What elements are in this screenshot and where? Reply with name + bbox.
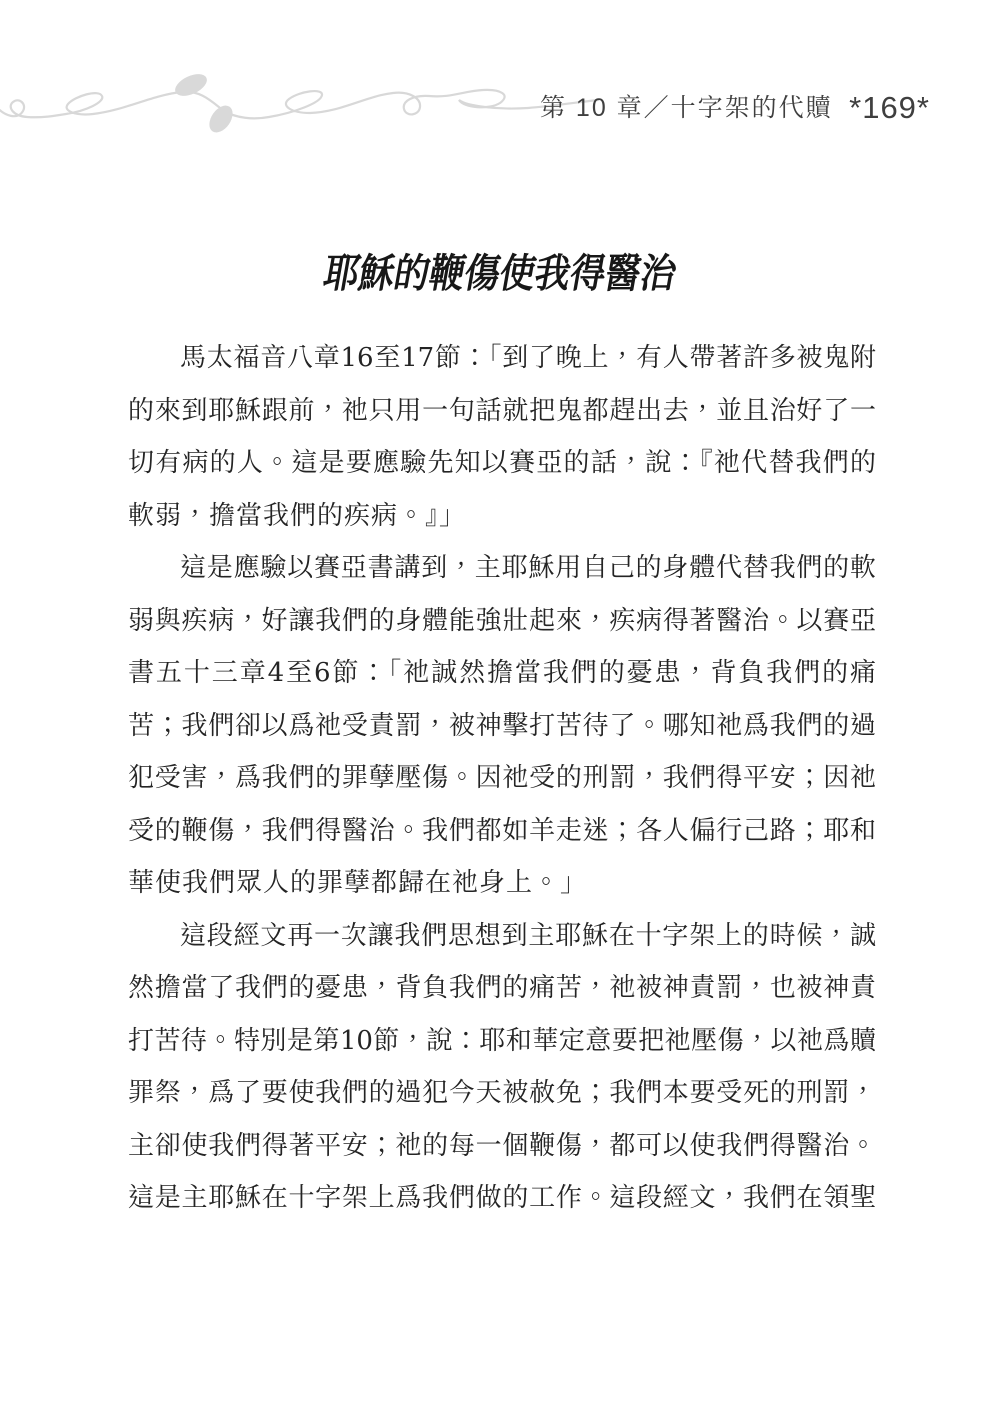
paragraph [128, 542, 876, 910]
vine-flourish-icon [0, 72, 600, 146]
text-line: 這是主耶穌在十字架上爲我們做的工作。這段經文，我們在領聖 [128, 1183, 876, 1213]
text-line: 這段經文再一次讓我們思想到主耶穌在十字架上的時候，誠 [180, 920, 876, 951]
text-line: 弱與疾病，好讓我們的身體能強壯起來，疾病得著醫治。以賽亞 [128, 605, 876, 636]
text-line: 苦；我們卻以爲祂受責罰，被神擊打苦待了。哪知祂爲我們的過 [128, 710, 876, 741]
chapter-label: 第 10 章／十字架的代贖 [539, 94, 833, 122]
text-line: 受的鞭傷，我們得醫治。我們都如羊走迷；各人偏行己路；耶和 [128, 815, 876, 846]
text-line: 主卻使我們得著平安；祂的每一個鞭傷，都可以使我們得醫治。 [128, 1130, 876, 1161]
page-number: *169* [849, 90, 930, 125]
text-line: 軟弱，擔當我們的疾病。』」 [128, 500, 467, 531]
paragraph [128, 910, 876, 1225]
text-line: 的來到耶穌跟前，祂只用一句話就把鬼都趕出去，並且治好了一 [128, 395, 876, 426]
paragraph [128, 332, 876, 542]
text-line: 華使我們眾人的罪孽都歸在祂身上。」 [128, 868, 588, 898]
text-line: 罪祭，爲了要使我們的過犯今天被赦免；我們本要受死的刑罰， [128, 1078, 876, 1108]
text-line: 馬太福音八章16至17節：「到了晚上，有人帶著許多被鬼附 [180, 343, 876, 373]
text-line: 犯受害，爲我們的罪孽壓傷。因祂受的刑罰，我們得平安；因祂 [128, 763, 876, 793]
running-head [540, 88, 930, 126]
text-line: 切有病的人。這是要應驗先知以賽亞的話，說：『祂代替我們的 [128, 448, 876, 478]
text-line: 打苦待。特別是第10節，說：耶和華定意要把祂壓傷，以祂爲贖 [128, 1025, 876, 1056]
text-line: 這是應驗以賽亞書講到，主耶穌用自己的身體代替我們的軟 [180, 553, 876, 583]
text-line: 書五十三章4至6節：「祂誠然擔當我們的憂患，背負我們的痛 [128, 658, 876, 688]
body-text [128, 332, 876, 1225]
text-line: 然擔當了我們的憂患，背負我們的痛苦，祂被神責罰，也被神責 [128, 973, 876, 1003]
section-title: 耶穌的鞭傷使我得醫治 [320, 252, 680, 296]
